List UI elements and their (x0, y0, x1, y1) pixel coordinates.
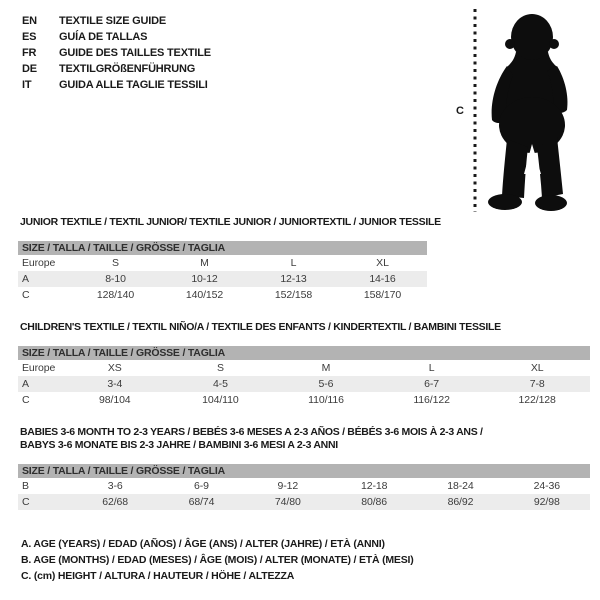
size-cell: 4-5 (212, 378, 228, 390)
size-cell: 116/122 (413, 394, 450, 406)
size-cell: 8-10 (105, 273, 126, 285)
row-label: Europe (22, 362, 56, 374)
size-cell: 80/86 (361, 496, 388, 508)
height-figure (448, 6, 598, 216)
size-cell: 6-7 (424, 378, 440, 390)
row-label: A (22, 378, 29, 390)
language-code: EN (22, 15, 37, 27)
table-row-height (18, 494, 590, 510)
row-label: C (22, 496, 30, 508)
children-size-table (18, 346, 590, 408)
children-section-title: CHILDREN'S TEXTILE / TEXTIL NIÑO/A / TEXTILE DES ENFANTS / KINDERTEXTIL / BAMBINI TESSILE (20, 321, 501, 333)
size-cell: 62/68 (102, 496, 129, 508)
size-cell: XL (530, 362, 544, 374)
table-row-europe (18, 255, 427, 271)
language-title: TEXTILGRÖßENFÜHRUNG (59, 63, 196, 75)
language-code: FR (22, 47, 37, 59)
size-cell: M (321, 362, 331, 374)
size-cell: 140/152 (185, 289, 224, 301)
table-row-age (18, 271, 427, 287)
row-label: C (22, 289, 30, 301)
size-cell: 152/158 (274, 289, 313, 301)
babies-section-title-line2: BABYS 3-6 MONATE BIS 2-3 JAHRE / BAMBINI 3-6 MESI A 2-3 ANNI (20, 439, 338, 451)
table-row-height (18, 392, 590, 408)
babies-section-title-line1: BABIES 3-6 MONTH TO 2-3 YEARS / BEBÉS 3-6 MESES A 2-3 AÑOS / BÉBÉS 3-6 MOIS À 2-3 ANS / (20, 426, 483, 438)
table-row-age (18, 376, 590, 392)
row-label: Europe (22, 257, 56, 269)
row-label: A (22, 273, 29, 285)
toddler-silhouette-icon (488, 14, 568, 211)
size-cell: S (112, 257, 119, 269)
row-label: B (22, 480, 29, 492)
table-row-height (18, 287, 427, 303)
toddler-silhouette-graphic (448, 6, 598, 216)
size-cell: L (290, 257, 297, 269)
size-cell: 158/170 (363, 289, 402, 301)
note-height-cm: C. (cm) HEIGHT / ALTURA / HAUTEUR / HÖHE / ALTEZZA (21, 570, 295, 582)
size-cell: 7-8 (529, 378, 545, 390)
table-row-age-months (18, 478, 590, 494)
size-cell: M (200, 257, 209, 269)
language-title: GUIDA ALLE TAGLIE TESSILI (59, 79, 208, 91)
size-cell: 110/116 (308, 394, 344, 406)
height-c-label: C (456, 105, 464, 117)
size-cell: L (428, 362, 435, 374)
table-row-europe (18, 360, 590, 376)
size-cell: 3-6 (107, 480, 123, 492)
language-row (22, 13, 211, 29)
size-cell: 86/92 (447, 496, 474, 508)
size-cell: 122/128 (518, 394, 556, 406)
size-cell: 12-18 (360, 480, 388, 492)
language-header (22, 13, 211, 93)
size-cell: 5-6 (318, 378, 334, 390)
size-cell: 9-12 (277, 480, 299, 492)
babies-size-table (18, 464, 590, 510)
language-row (22, 45, 211, 61)
size-tables (18, 216, 590, 584)
size-cell: 10-12 (191, 273, 218, 285)
language-row (22, 29, 211, 45)
language-row (22, 61, 211, 77)
size-cell: XL (376, 257, 389, 269)
junior-section-title: JUNIOR TEXTILE / TEXTIL JUNIOR/ TEXTILE JUNIOR / JUNIORTEXTIL / JUNIOR TESSILE (20, 216, 441, 228)
size-cell: 14-16 (369, 273, 396, 285)
language-row (22, 77, 211, 93)
size-cell: 68/74 (188, 496, 215, 508)
size-cell: 128/140 (96, 289, 135, 301)
size-cell: 24-36 (533, 480, 560, 492)
size-cell: 3-4 (107, 378, 123, 390)
size-cell: 6-9 (194, 480, 209, 492)
language-title: TEXTILE SIZE GUIDE (59, 15, 167, 27)
size-cell: XS (107, 362, 122, 374)
children-section (18, 321, 590, 408)
legend-notes (21, 536, 590, 584)
junior-size-table (18, 241, 427, 303)
language-title: GUÍA DE TALLAS (59, 31, 148, 43)
size-header-bar: SIZE / TALLA / TAILLE / GRÖSSE / TAGLIA (18, 464, 590, 478)
language-code: IT (22, 79, 32, 91)
size-header-bar: SIZE / TALLA / TAILLE / GRÖSSE / TAGLIA (18, 346, 590, 360)
note-age-years: A. AGE (YEARS) / EDAD (AÑOS) / ÂGE (ANS) / ALTER (JAHRE) / ETÀ (ANNI) (21, 538, 385, 550)
note-age-months: B. AGE (MONTHS) / EDAD (MESES) / ÂGE (MOIS) / ALTER (MONATE) / ETÀ (MESI) (21, 554, 414, 566)
size-cell: S (216, 362, 224, 374)
size-cell: 18-24 (447, 480, 474, 492)
size-cell: 98/104 (99, 394, 131, 406)
language-code: DE (22, 63, 37, 75)
size-cell: 92/98 (533, 496, 560, 508)
size-cell: 104/110 (202, 394, 239, 406)
junior-section (18, 216, 590, 303)
size-cell: 74/80 (274, 496, 301, 508)
babies-section (18, 426, 590, 510)
language-title: GUIDE DES TAILLES TEXTILE (59, 47, 211, 59)
size-cell: 12-13 (280, 273, 307, 285)
language-code: ES (22, 31, 37, 43)
row-label: C (22, 394, 30, 406)
size-header-bar: SIZE / TALLA / TAILLE / GRÖSSE / TAGLIA (18, 241, 427, 255)
